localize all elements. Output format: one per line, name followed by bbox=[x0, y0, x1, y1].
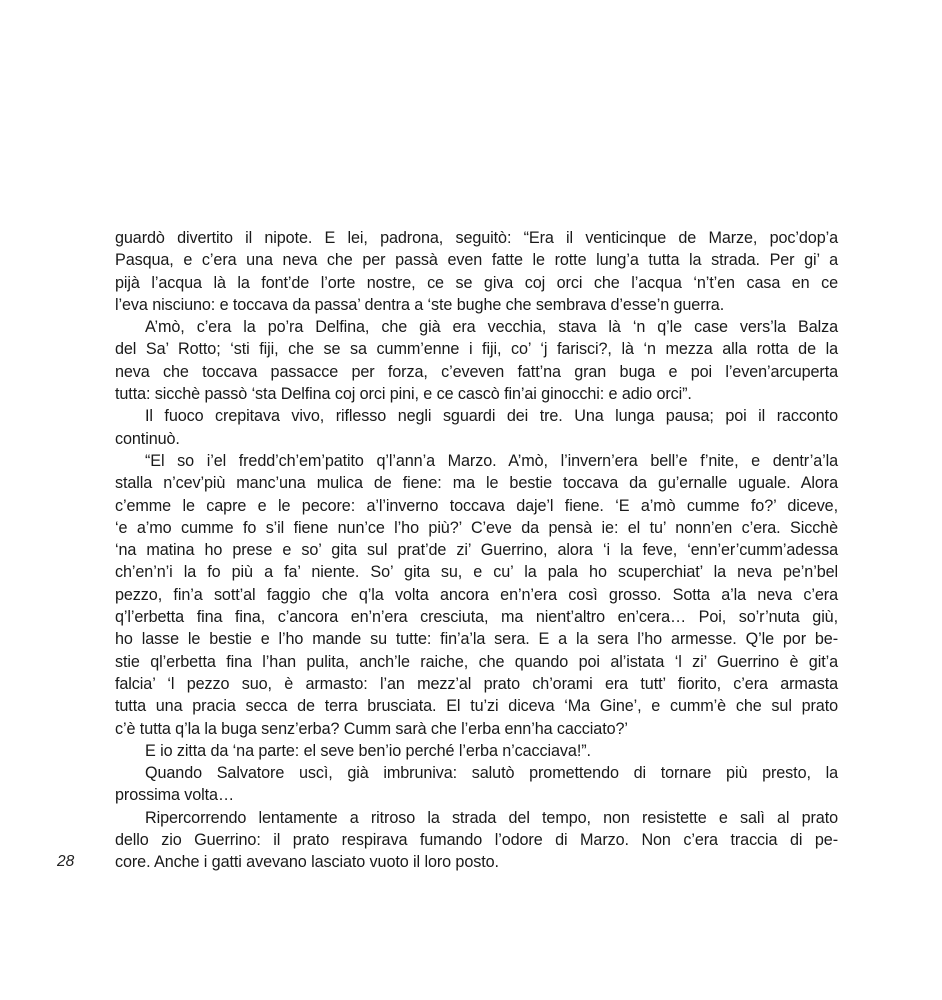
text-line: c’è tutta q’la la buga senz’erba? Cumm sarà che l’erba enn’ha cacciato?’ bbox=[115, 719, 628, 738]
text-line: pezzo, fin’a sott’al faggio che q’la volta ancora en’n’era così grosso. Sotta a’la neva c’era bbox=[115, 585, 838, 604]
paragraph bbox=[115, 450, 838, 740]
text-line: Ripercorrendo lentamente a ritroso la strada del tempo, non resistette e salì al prato bbox=[145, 808, 838, 827]
paragraph bbox=[115, 807, 838, 874]
text-line: pijà l’acqua là la font’de l’orte nostre, ce se giva coj orci che l’acqua ‘n’t’en casa en ce bbox=[115, 273, 838, 292]
text-line: ch’en’n’i la fo più a fa’ niente. So’ gita su, e cu’ la pala ho scuperchiat’ la neva pe’n’bel bbox=[115, 563, 838, 582]
paragraph bbox=[115, 762, 838, 807]
text-line: A’mò, c’era la po’ra Delfina, che già era vecchia, stava là ‘n q’le case vers’la Balza bbox=[145, 318, 838, 337]
text-line: ho lasse le bestie e l’ho mande su tutte: fin’a’la sera. E a la sera l’ho armesse. Q’le por be- bbox=[115, 630, 838, 649]
paragraph bbox=[115, 227, 838, 316]
text-line: l’eva nisciuno: e toccava da passa’ dentra a ‘ste bughe che sembrava d’esse’n guerra. bbox=[115, 295, 725, 314]
text-line: core. Anche i gatti avevano lasciato vuoto il loro posto. bbox=[115, 853, 499, 872]
text-line: neva che toccava passacce per forza, c’eveven fatt’na gran buga e poi l’even’arcuperta bbox=[115, 362, 838, 381]
text-line: del Sa’ Rotto; ‘sti fiji, che se sa cumm’enne i fiji, co’ ‘j farisci?, là ‘n mezza alla rotta de la bbox=[115, 340, 838, 359]
text-line: prossima volta… bbox=[115, 786, 235, 805]
paragraph bbox=[115, 405, 838, 450]
text-line: guardò divertito il nipote. E lei, padrona, seguitò: “Era il venticinque de Marze, poc’dop’a bbox=[115, 229, 838, 247]
text-line: ‘na matina ho prese e so’ gita sul prat’de zi’ Guerrino, alora ‘i la feve, ‘enn’er’cumm’adessa bbox=[115, 541, 838, 560]
text-line: ‘e a’mo cumme fo s’il fiene nun’ce l’ho più?’ C’eve da pensà ie: el tu’ nonn’en c’era. Sicchè bbox=[115, 518, 838, 537]
text-line: Il fuoco crepitava vivo, riflesso negli sguardi dei tre. Una lunga pausa; poi il racconto bbox=[145, 407, 838, 426]
text-line: tutta una pracia secca de terra brusciata. El tu’zi diceva ‘Ma Gine’, e cumm’è che sul prato bbox=[115, 697, 838, 716]
text-line: tutta: sicchè passò ‘sta Delfina coj orci pini, e ce cascò fin’ai ginocchi: e adio orci”. bbox=[115, 385, 692, 404]
page-number: 28 bbox=[57, 853, 75, 870]
text-line: stie ql’erbetta fina l’han pulita, anch’le raiche, che quando poi al’istata ‘l zi’ Guerrino è git’a bbox=[115, 652, 838, 671]
text-line: Pasqua, e c’era una neva che per passà even fatte le rotte lung’a tutta la strada. Per gi’ a bbox=[115, 251, 838, 270]
text-line: falcia’ ‘l pezzo suo, è armasto: l’an mezz’al prato ch’orami era tutt’ fiorito, c’era armasta bbox=[115, 674, 838, 693]
text-line: E io zitta da ‘na parte: el seve ben’io perché l’erba n’cacciava!”. bbox=[145, 741, 591, 760]
page-text bbox=[115, 227, 838, 874]
text-line: q’l’erbetta fina fina, c’ancora en’n’era cresciuta, ma nient’altro en’cera… Poi, so’r’nuta giù, bbox=[115, 608, 838, 627]
text-line: continuò. bbox=[115, 429, 180, 448]
text-line: stalla n’cev’più manc’una mulica de fiene: ma le bestie toccava da gu’ernalle uguale. Alora bbox=[115, 474, 838, 493]
paragraph bbox=[115, 740, 838, 762]
text-line: dello zio Guerrino: il prato respirava fumando l’odore di Marzo. Non c’era traccia di pe- bbox=[115, 831, 838, 850]
text-line: Quando Salvatore uscì, già imbruniva: salutò promettendo di tornare più presto, la bbox=[145, 764, 838, 783]
text-line: “El so i’el fredd’ch’em’patito q’l’ann’a Marzo. A’mò, l’invern’era bell’e f’nite, e dentr’a’la bbox=[145, 451, 838, 470]
text-line: c’emme le capre e le pecore: a’l’inverno toccava daje’l fiene. ‘E a’mò cumme fo?’ diceve, bbox=[115, 496, 838, 515]
paragraph bbox=[115, 316, 838, 405]
